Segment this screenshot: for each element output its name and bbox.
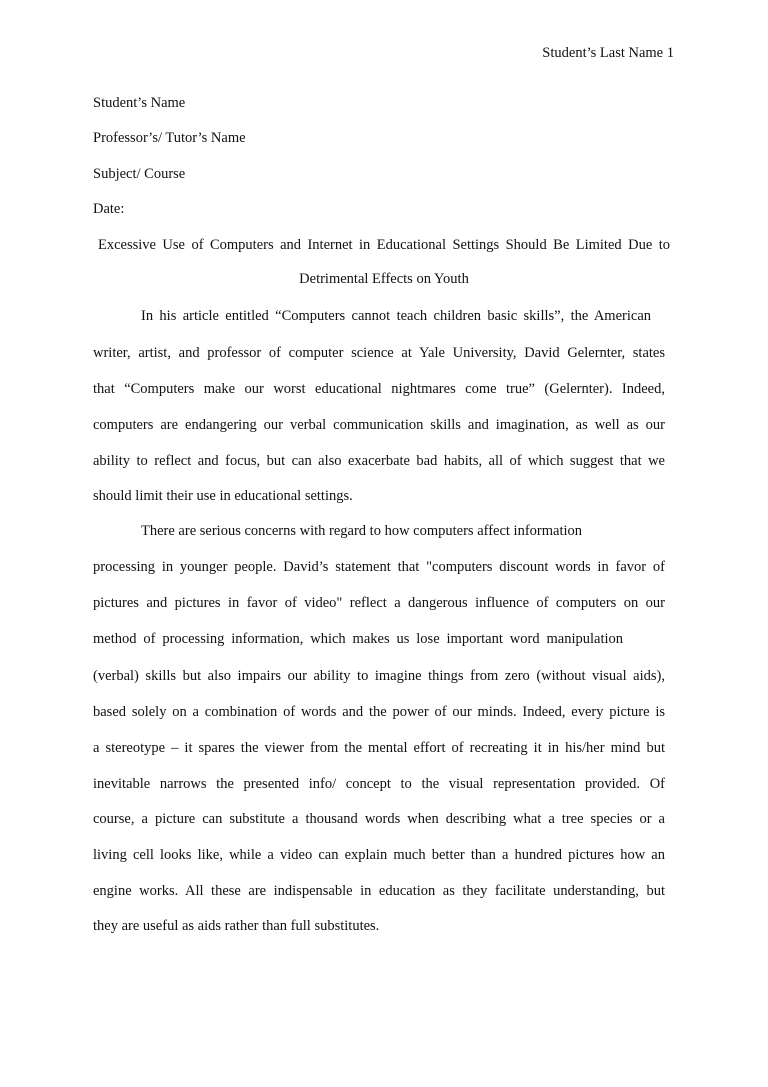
paragraph-2-line-1: There are serious concerns with regard to how computers affect information — [141, 523, 583, 539]
essay-title-line-2: Detrimental Effects on Youth — [299, 271, 469, 287]
date-label: Date: — [93, 201, 125, 217]
paragraph-1-line-6: should limit their use in educational settings. — [93, 488, 353, 504]
paragraph-2-line-10: living cell looks like, while a video can explain much better than a hundred pictures how an — [93, 847, 665, 863]
paragraph-2-line-11: engine works. All these are indispensable in education as they facilitate understanding, but — [93, 883, 665, 899]
paragraph-1-line-5: ability to reflect and focus, but can also exacerbate bad habits, all of which suggest that we — [93, 453, 665, 469]
paragraph-2-line-8: inevitable narrows the presented info/ concept to the visual representation provided. Of — [93, 776, 665, 792]
student-name: Student’s Name — [93, 95, 186, 111]
paragraph-1-line-4: computers are endangering our verbal communication skills and imagination, as well as our — [93, 417, 665, 433]
paragraph-2-line-9: course, a picture can substitute a thousand words when describing what a tree species or a — [93, 811, 665, 827]
paragraph-2-line-7: a stereotype – it spares the viewer from the mental effort of recreating it in his/her mind but — [93, 740, 665, 756]
subject-course: Subject/ Course — [93, 166, 186, 182]
paragraph-2-line-4: method of processing information, which makes us lose important word manipulation — [93, 631, 623, 647]
paragraph-2-line-6: based solely on a combination of words and the power of our minds. Indeed, every picture is — [93, 704, 665, 720]
paragraph-1-line-3: that “Computers make our worst educational nightmares come true” (Gelernter). Indeed, — [93, 381, 665, 397]
paragraph-2-line-5: (verbal) skills but also impairs our ability to imagine things from zero (without visual aids), — [93, 668, 665, 684]
professor-name: Professor’s/ Tutor’s Name — [93, 130, 246, 146]
paragraph-2-line-3: pictures and pictures in favor of video" reflect a dangerous influence of computers on our — [93, 595, 665, 611]
running-head: Student’s Last Name 1 — [542, 45, 674, 61]
paragraph-2-line-2: processing in younger people. David’s statement that "computers discount words in favor of — [93, 559, 665, 575]
paragraph-1-line-2: writer, artist, and professor of computer science at Yale University, David Gelernter, states — [93, 345, 665, 361]
essay-title-line-1: Excessive Use of Computers and Internet in Educational Settings Should Be Limited Due to — [98, 237, 670, 253]
paragraph-2-line-12: they are useful as aids rather than full substitutes. — [93, 918, 380, 934]
paragraph-1-line-1: In his article entitled “Computers cannot teach children basic skills”, the American — [141, 308, 651, 324]
